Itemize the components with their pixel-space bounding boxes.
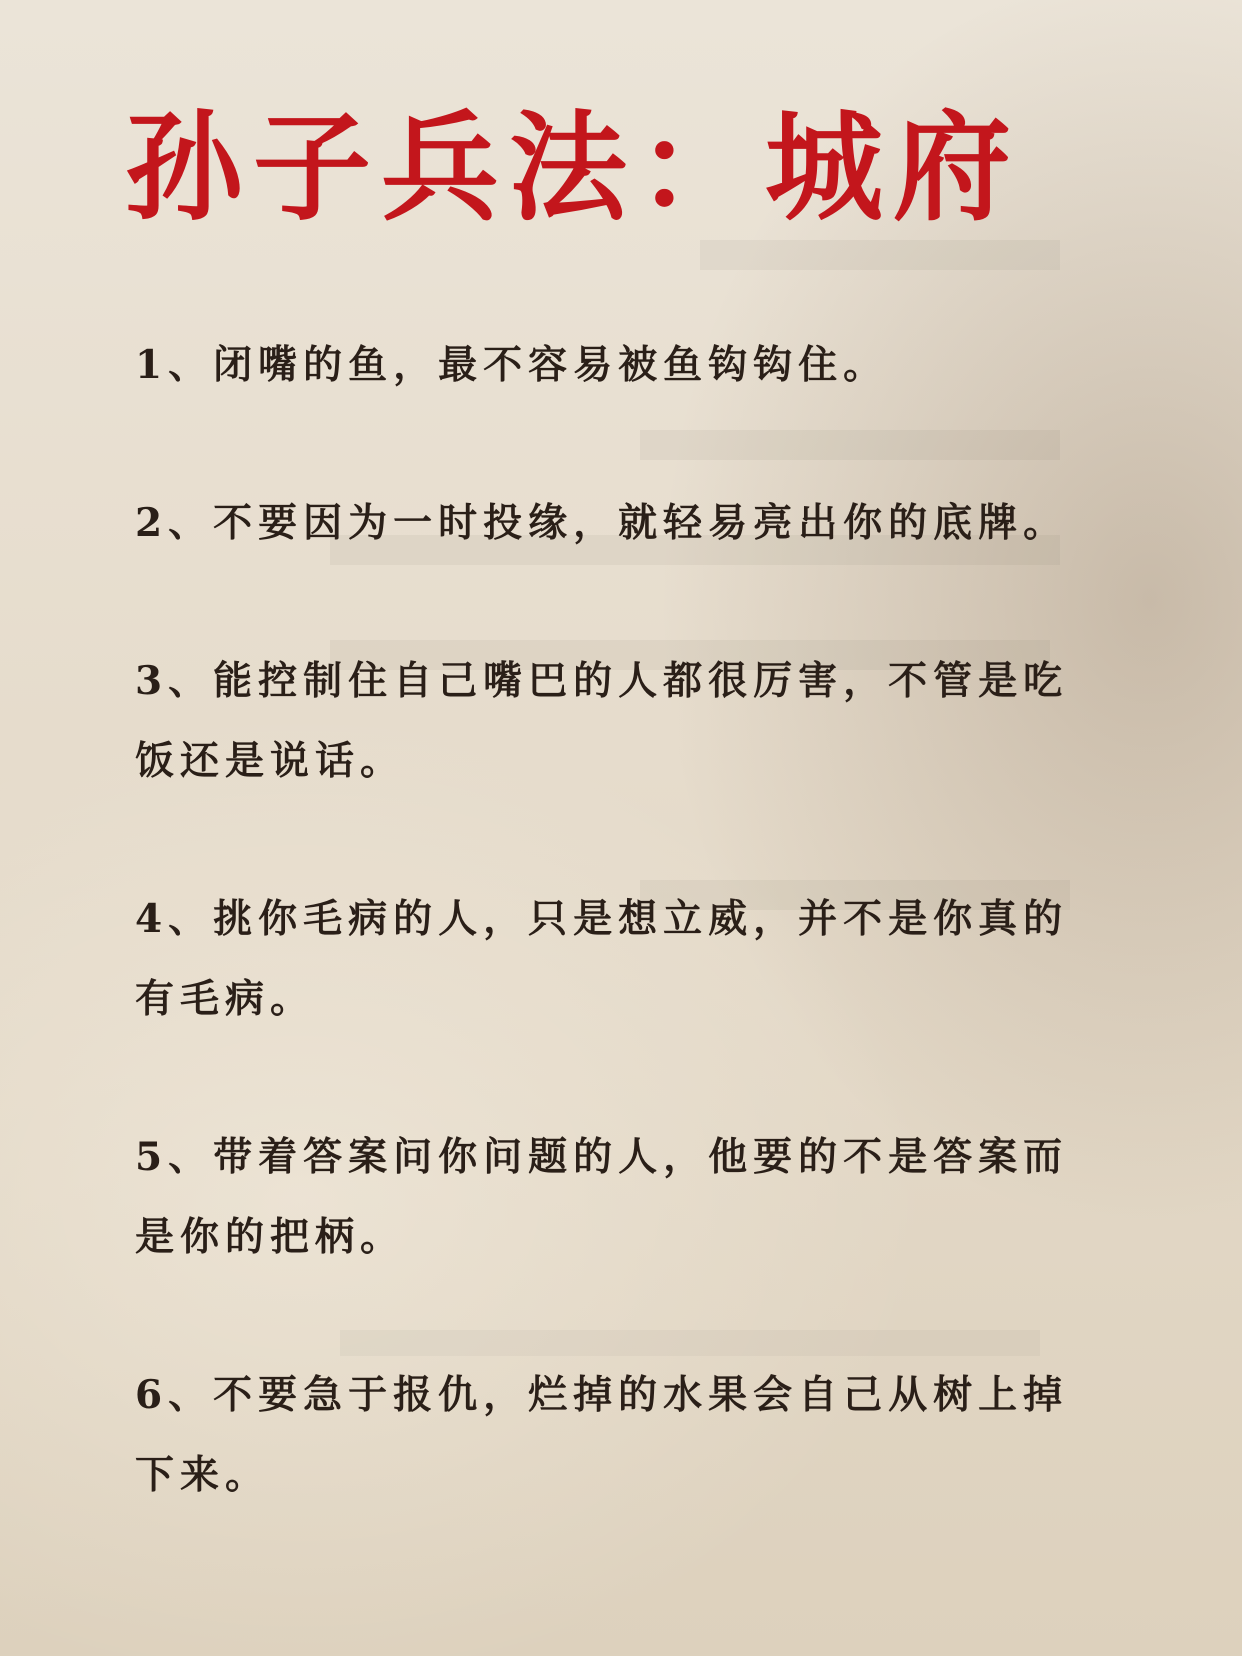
list-item: 1、闭嘴的鱼，最不容易被鱼钩钩住。 bbox=[135, 342, 889, 388]
list-item: 4、挑你毛病的人，只是想立威，并不是你真的有毛病。 bbox=[135, 896, 1069, 1022]
list-item: 6、不要急于报仇，烂掉的水果会自己从树上掉下来。 bbox=[135, 1372, 1069, 1498]
show-through-texture bbox=[700, 240, 1060, 270]
rules-list bbox=[135, 325, 1095, 1593]
list-item: 2、不要因为一时投缘，就轻易亮出你的底牌。 bbox=[135, 500, 1069, 546]
page-title: 孙子兵法：城府 bbox=[125, 98, 1022, 237]
list-item: 3、能控制住自己嘴巴的人都很厉害，不管是吃饭还是说话。 bbox=[135, 658, 1069, 784]
list-item: 5、带着答案问你问题的人，他要的不是答案而是你的把柄。 bbox=[135, 1134, 1069, 1260]
